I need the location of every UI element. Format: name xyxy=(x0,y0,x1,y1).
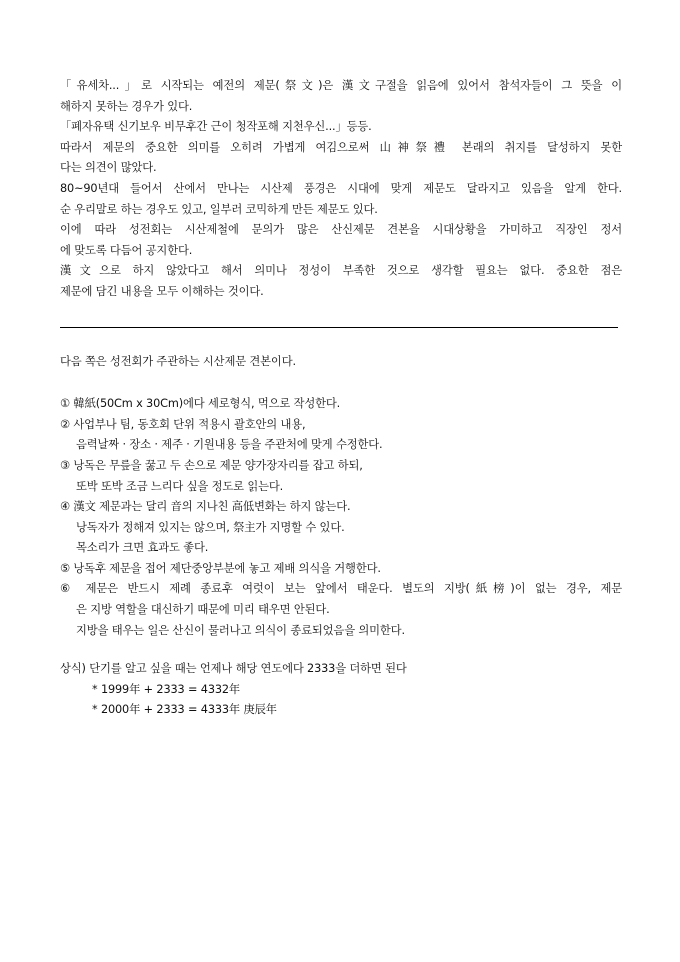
list-item: ⑥ 제문은 반드시 제례 종료후 여럿이 보는 앞에서 태운다. 별도의 지방(紙榜)이 없는 경우, 제문 xyxy=(60,582,622,596)
paragraph-line: 제문에 담긴 내용을 모두 이해하는 것이다. xyxy=(60,284,264,298)
list-item-continuation: 은 지방 역할을 대신하기 때문에 미리 태우면 안된다. xyxy=(76,603,330,617)
note-example: * 1999年 + 2333 = 4332年 xyxy=(92,682,241,696)
list-item: ③ 낭독은 무릎을 꿇고 두 손으로 제문 양가장자리를 잡고 하되, xyxy=(60,458,363,472)
paragraph-line: 순 우리말로 하는 경우도 있고, 일부러 코믹하게 만든 제문도 있다. xyxy=(60,202,378,216)
paragraph-line: 에 맞도록 다듬어 공지한다. xyxy=(60,243,193,257)
paragraph-line: 「폐자유택 신기보우 비무후간 근이 청작포해 지천우신...」등등. xyxy=(60,120,372,134)
common-knowledge-note xyxy=(60,659,622,721)
note-title: 상식) 단기를 알고 싶을 때는 언제나 해당 연도에다 2333을 더하면 된다 xyxy=(60,662,407,676)
paragraph-line: 따라서 제문의 중요한 의미를 오히려 가볍게 여김으로써 山神祭禮 본래의 취지를 달성하지 못한 xyxy=(60,140,622,154)
intro-section xyxy=(60,76,622,303)
paragraph-line: 80~90년대 들어서 산에서 만나는 시산제 풍경은 시대에 맞게 제문도 달라지고 있음을 알게 한다. xyxy=(60,181,622,195)
list-item-continuation: 목소리가 크면 효과도 좋다. xyxy=(76,541,209,555)
list-item-continuation: 음력날짜 · 장소 · 제주 · 기원내용 등을 주관처에 맞게 수정한다. xyxy=(76,438,383,452)
sample-intro-text: 다음 쪽은 성전회가 주관하는 시산제문 견본이다. xyxy=(60,354,296,368)
paragraph-line: 「유세차...」로 시작되는 예전의 제문(祭文)은 漢文구절을 읽음에 있어서 참석자들이 그 뜻을 이 xyxy=(60,79,622,92)
paragraph-line: 이에 따라 성전회는 시산제철에 문의가 많은 산신제문 견본을 시대상황을 가미하고 직장인 정서 xyxy=(60,223,622,237)
paragraph-line: 漢文으로 하지 않았다고 해서 의미나 정성이 부족한 것으로 생각할 필요는 없다. 중요한 점은 xyxy=(60,264,622,278)
horizontal-divider xyxy=(60,327,618,328)
paragraph-line: 다는 의견이 많았다. xyxy=(60,161,157,175)
list-item: ① 韓紙(50Cm x 30Cm)에다 세로형식, 먹으로 작성한다. xyxy=(60,397,341,411)
list-item: ② 사업부나 팀, 동호회 단위 적용시 괄호안의 내용, xyxy=(60,417,306,431)
list-item: ⑤ 낭독후 제문을 접어 제단중앙부분에 놓고 제배 의식을 거행한다. xyxy=(60,561,381,575)
list-item-continuation: 지방을 태우는 일은 산신이 물러나고 의식이 종료되었음을 의미한다. xyxy=(76,623,405,637)
list-item-continuation: 낭독자가 정해져 있지는 않으며, 祭主가 지명할 수 있다. xyxy=(76,520,345,534)
list-item-continuation: 또박 또박 조금 느리다 싶을 정도로 읽는다. xyxy=(76,479,284,493)
note-example: * 2000年 + 2333 = 4333年 庚辰年 xyxy=(92,703,277,717)
paragraph-line: 해하지 못하는 경우가 있다. xyxy=(60,99,193,113)
instruction-list xyxy=(60,394,622,641)
list-item: ④ 漢文 제문과는 달리 音의 지나친 高低변화는 하지 않는다. xyxy=(60,500,351,514)
